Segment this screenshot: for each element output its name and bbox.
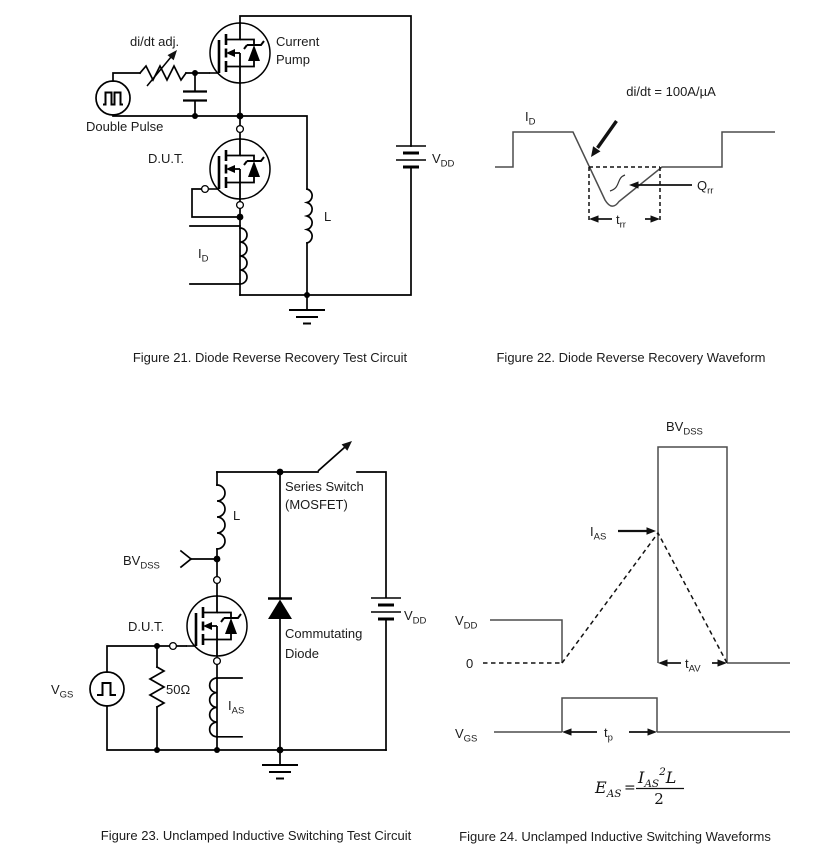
didt-callout-arrow — [591, 121, 617, 157]
dut-mosfet-icon — [186, 595, 247, 657]
didt-value-label: di/dt = 100A/µA — [626, 84, 716, 99]
series-switch-label-line2: (MOSFET) — [285, 497, 348, 512]
zero-level-label: 0 — [466, 656, 474, 671]
caption-figure-23: Figure 23. Unclamped Inductive Switching Test Circuit — [100, 828, 412, 843]
id-current-waveform — [495, 132, 775, 206]
didt-adj-label: di/dt adj. — [130, 34, 180, 49]
ias-current-dashed-waveform — [483, 533, 727, 663]
inductor-L-icon — [307, 189, 312, 243]
double-pulse-source-icon — [96, 81, 130, 115]
dut-mosfet-icon — [209, 138, 270, 200]
vgs-pulse-source-icon — [90, 672, 124, 706]
vgs-axis-label: $V_{GS}$ — [455, 726, 478, 745]
tav-label: $t_{AV}$ — [685, 656, 701, 675]
inductor-label: L — [324, 209, 332, 224]
resistor-50ohm-icon — [150, 667, 164, 707]
bvdss-label: $BV_{DSS}$ — [666, 419, 703, 438]
figure-23 — [0, 380, 445, 866]
commutating-diode-icon — [268, 599, 292, 620]
fig21-probe-terminals — [202, 126, 244, 209]
inductor-label: L — [233, 508, 241, 523]
current-sense-coil-icon — [240, 228, 247, 284]
equation-denominator: 2 — [654, 790, 664, 808]
ground-icon — [289, 295, 325, 324]
battery-icon — [371, 598, 401, 619]
ias-label: $I_{AS}$ — [228, 698, 245, 717]
qrr-pointer-arrow — [610, 175, 692, 191]
caption-figure-22: Figure 22. Diode Reverse Recovery Waveform — [496, 350, 766, 365]
id-label: $I_D$ — [198, 246, 209, 265]
ias-pointer-arrow — [618, 527, 656, 535]
figure22-waveform-svg — [480, 0, 820, 380]
current-pump-label-line2: Pump — [276, 52, 310, 67]
tp-label: $t_p$ — [604, 725, 613, 744]
ground-icon — [262, 750, 298, 779]
dut-label: D.U.T. — [148, 151, 185, 166]
caption-figure-24: Figure 24. Unclamped Inductive Switching Waveforms — [459, 829, 771, 844]
commutating-diode-label-line1: Commutating — [285, 626, 363, 641]
fig23-junction-dots — [154, 469, 283, 754]
figure-24 — [445, 380, 820, 866]
double-pulse-label: Double Pulse — [86, 119, 164, 134]
series-switch-label-line1: Series Switch — [285, 479, 364, 494]
bvdss-label: $BV_{DSS}$ — [123, 553, 160, 572]
fig21-junction-dots — [192, 70, 310, 298]
qrr-label: $Q_{rr}$ — [697, 178, 714, 197]
equation-lhs: $E_{AS}$ — [595, 778, 622, 800]
battery-icon — [396, 146, 426, 167]
fig23-wires — [107, 472, 386, 750]
figure21-circuit-svg — [0, 0, 480, 380]
vdd-label: $V_{DD}$ — [404, 608, 427, 627]
resistor-label: 50Ω — [166, 682, 191, 697]
trr-label: $t_{rr}$ — [616, 212, 626, 231]
ias-sense-coil-icon — [210, 678, 217, 737]
commutating-diode-label-line2: Diode — [285, 646, 319, 661]
vdd-level-label: $V_{DD}$ — [455, 613, 478, 632]
current-pump-mosfet-icon — [209, 22, 270, 84]
bvdss-probe-icon — [181, 551, 191, 567]
figure24-waveform-svg — [445, 380, 820, 866]
dut-label: D.U.T. — [128, 619, 165, 634]
figure-21 — [0, 0, 480, 380]
inductor-L-icon — [217, 485, 225, 549]
ias-label: $I_{AS}$ — [590, 524, 607, 543]
current-pump-label-line1: Current — [276, 34, 320, 49]
equation-equals: = — [624, 780, 636, 796]
figure-22 — [480, 0, 820, 380]
equation-numerator: $I_{AS}^2L$ — [638, 766, 677, 790]
caption-figure-21: Figure 21. Diode Reverse Recovery Test Circuit — [132, 350, 408, 365]
eas-equation — [594, 766, 684, 808]
figure23-circuit-svg — [0, 380, 445, 866]
vgs-label: $V_{GS}$ — [51, 682, 74, 701]
vdd-label: $V_{DD}$ — [432, 151, 455, 170]
capacitor-icon — [183, 92, 207, 101]
drain-voltage-waveform — [490, 447, 790, 663]
series-switch-icon — [318, 441, 352, 471]
gate-voltage-waveform — [494, 698, 790, 732]
id-axis-label: $I_D$ — [525, 109, 536, 128]
